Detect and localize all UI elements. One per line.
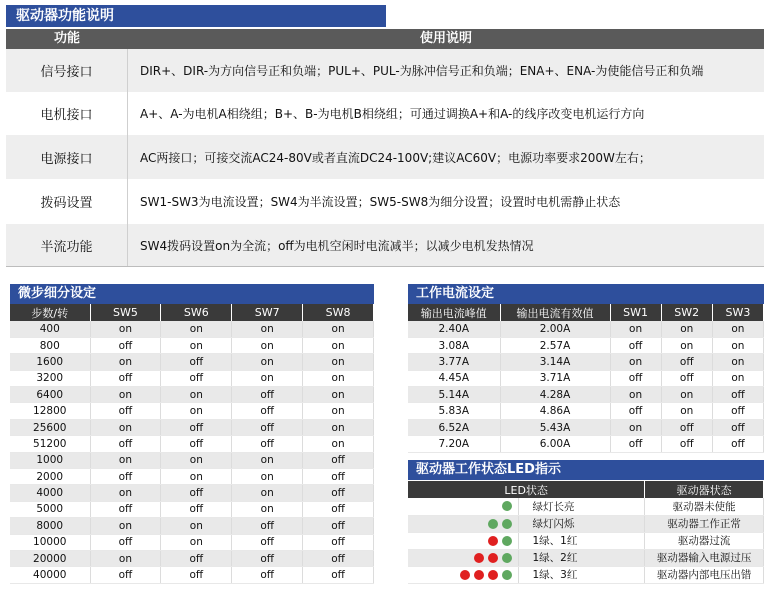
table-row <box>10 337 374 353</box>
table-row <box>10 370 374 386</box>
table-row <box>408 354 764 370</box>
switch-cell: off <box>232 436 303 452</box>
steps-cell: 6400 <box>10 387 90 403</box>
switch-cell: on <box>303 321 374 337</box>
microstep-title: 微步细分设定 <box>10 284 374 304</box>
current-value-cell: 3.08A <box>408 337 500 353</box>
red-led-icon <box>488 570 498 580</box>
switch-cell: on <box>161 452 232 468</box>
switch-cell: on <box>303 387 374 403</box>
table-row <box>10 501 374 517</box>
switch-cell: off <box>161 550 232 566</box>
table-row <box>408 337 764 353</box>
current-header: 输出电流峰值 <box>408 304 500 321</box>
switch-cell: off <box>161 501 232 517</box>
led-dots-cell <box>408 566 518 583</box>
steps-cell: 800 <box>10 337 90 353</box>
steps-cell: 2000 <box>10 469 90 485</box>
switch-cell: on <box>232 337 303 353</box>
function-desc: SW1-SW3为电流设置；SW4为半流设置；SW5-SW8为细分设置；设置时电机需静止状态 <box>140 195 621 209</box>
current-header: 输出电流有效值 <box>500 304 610 321</box>
steps-cell: 8000 <box>10 518 90 534</box>
led-dots-cell <box>408 498 518 515</box>
header-usage: 使用说明 <box>419 31 472 46</box>
section-divider <box>6 266 764 267</box>
table-row <box>10 567 374 583</box>
table-row <box>10 550 374 566</box>
current-value-cell: 3.14A <box>500 354 610 370</box>
function-name: 半流功能 <box>6 224 128 266</box>
current-value-cell: 5.83A <box>408 403 500 419</box>
switch-cell: off <box>712 419 763 435</box>
microstep-table <box>10 304 374 584</box>
switch-cell: off <box>90 501 161 517</box>
green-led-icon <box>488 519 498 529</box>
steps-cell: 25600 <box>10 419 90 435</box>
microstep-header: SW6 <box>161 304 232 321</box>
steps-cell: 1600 <box>10 354 90 370</box>
switch-cell: on <box>303 337 374 353</box>
red-led-icon <box>474 553 484 563</box>
switch-cell: on <box>303 436 374 452</box>
switch-cell: off <box>232 518 303 534</box>
steps-cell: 4000 <box>10 485 90 501</box>
switch-cell: off <box>90 436 161 452</box>
header-function: 功能 <box>53 31 80 46</box>
function-desc: DIR+、DIR-为方向信号正和负端；PUL+、PUL-为脉冲信号正和负端；ENA+、ENA-为使能信号正和负端 <box>140 64 704 78</box>
led-text-cell: 1绿、1红 <box>518 532 645 549</box>
switch-cell: off <box>661 370 712 386</box>
switch-cell: on <box>610 321 661 337</box>
table-row <box>408 419 764 435</box>
table-row <box>10 518 374 534</box>
table-row <box>408 403 764 419</box>
function-row <box>6 179 764 224</box>
switch-cell: off <box>610 436 661 452</box>
steps-cell: 5000 <box>10 501 90 517</box>
function-name: 电源接口 <box>6 135 128 179</box>
current-value-cell: 4.45A <box>408 370 500 386</box>
switch-cell: off <box>161 419 232 435</box>
current-header: SW1 <box>610 304 661 321</box>
switch-cell: on <box>161 387 232 403</box>
function-row <box>6 92 764 135</box>
switch-cell: on <box>712 337 763 353</box>
switch-cell: off <box>232 550 303 566</box>
function-name: 拨码设置 <box>6 179 128 224</box>
green-led-icon <box>502 519 512 529</box>
table-row <box>408 566 764 583</box>
switch-cell: off <box>232 419 303 435</box>
table-row <box>10 354 374 370</box>
current-value-cell: 5.43A <box>500 419 610 435</box>
driver-status-cell: 驱动器过流 <box>645 532 764 549</box>
led-text-cell: 1绿、2红 <box>518 549 645 566</box>
function-row <box>6 224 764 266</box>
switch-cell: on <box>303 354 374 370</box>
table-row <box>408 436 764 452</box>
steps-cell: 12800 <box>10 403 90 419</box>
switch-cell: off <box>303 534 374 550</box>
switch-cell: on <box>661 337 712 353</box>
switch-cell: on <box>712 321 763 337</box>
current-value-cell: 3.77A <box>408 354 500 370</box>
switch-cell: off <box>303 469 374 485</box>
switch-cell: off <box>661 436 712 452</box>
switch-cell: on <box>232 452 303 468</box>
red-led-icon <box>460 570 470 580</box>
table-row <box>10 469 374 485</box>
function-name: 信号接口 <box>6 49 128 92</box>
current-value-cell: 2.40A <box>408 321 500 337</box>
switch-cell: off <box>161 485 232 501</box>
steps-cell: 1000 <box>10 452 90 468</box>
current-title: 工作电流设定 <box>408 284 764 304</box>
function-row <box>6 135 764 179</box>
table-row <box>10 321 374 337</box>
steps-cell: 51200 <box>10 436 90 452</box>
switch-cell: on <box>90 387 161 403</box>
switch-cell: on <box>303 370 374 386</box>
switch-cell: off <box>303 550 374 566</box>
switch-cell: on <box>232 321 303 337</box>
switch-cell: off <box>610 370 661 386</box>
switch-cell: off <box>232 567 303 583</box>
switch-cell: on <box>161 321 232 337</box>
switch-cell: on <box>232 485 303 501</box>
green-led-icon <box>502 501 512 511</box>
current-header: SW3 <box>712 304 763 321</box>
table-row <box>10 387 374 403</box>
green-led-icon <box>502 553 512 563</box>
switch-cell: off <box>90 403 161 419</box>
table-row <box>10 485 374 501</box>
switch-cell: off <box>610 337 661 353</box>
led-dots-cell <box>408 515 518 532</box>
switch-cell: on <box>610 419 661 435</box>
table-row <box>408 370 764 386</box>
switch-cell: on <box>712 370 763 386</box>
switch-cell: on <box>610 387 661 403</box>
table-row <box>10 419 374 435</box>
switch-cell: off <box>303 501 374 517</box>
microstep-header: SW7 <box>232 304 303 321</box>
switch-cell: on <box>90 452 161 468</box>
switch-cell: on <box>90 518 161 534</box>
led-dots-cell <box>408 549 518 566</box>
led-header: 驱动器状态 <box>645 481 764 498</box>
red-led-icon <box>488 536 498 546</box>
function-desc: A+、A-为电机A相绕组；B+、B-为电机B相绕组；可通过调换A+和A-的线序改变电机运行方向 <box>140 107 645 121</box>
switch-cell: off <box>232 403 303 419</box>
driver-status-cell: 驱动器工作正常 <box>645 515 764 532</box>
switch-cell: off <box>712 436 763 452</box>
switch-cell: on <box>90 550 161 566</box>
switch-cell: off <box>303 518 374 534</box>
switch-cell: off <box>232 534 303 550</box>
switch-cell: on <box>610 354 661 370</box>
microstep-header: 步数/转 <box>10 304 90 321</box>
microstep-header: SW5 <box>90 304 161 321</box>
current-value-cell: 4.28A <box>500 387 610 403</box>
switch-cell: off <box>161 354 232 370</box>
switch-cell: on <box>161 469 232 485</box>
current-value-cell: 4.86A <box>500 403 610 419</box>
switch-cell: on <box>90 321 161 337</box>
switch-cell: on <box>232 469 303 485</box>
steps-cell: 10000 <box>10 534 90 550</box>
switch-cell: on <box>661 321 712 337</box>
switch-cell: off <box>303 567 374 583</box>
driver-status-cell: 驱动器未使能 <box>645 498 764 515</box>
function-desc: AC两接口；可接交流AC24-80V或者直流DC24-100V;建议AC60V；电源功率要求200W左右； <box>140 150 651 165</box>
current-header: SW2 <box>661 304 712 321</box>
switch-cell: off <box>90 567 161 583</box>
table-row <box>408 387 764 403</box>
switch-cell: on <box>661 403 712 419</box>
switch-cell: on <box>90 419 161 435</box>
function-name: 电机接口 <box>6 92 128 135</box>
led-text-cell: 绿灯闪烁 <box>518 515 645 532</box>
current-table <box>408 304 764 453</box>
steps-cell: 40000 <box>10 567 90 583</box>
switch-cell: on <box>161 403 232 419</box>
current-value-cell: 2.57A <box>500 337 610 353</box>
switch-cell: off <box>712 403 763 419</box>
function-table-header <box>6 29 764 49</box>
switch-cell: on <box>161 534 232 550</box>
switch-cell: off <box>661 354 712 370</box>
current-value-cell: 3.71A <box>500 370 610 386</box>
switch-cell: on <box>232 501 303 517</box>
current-value-cell: 6.52A <box>408 419 500 435</box>
led-text-cell: 1绿、3红 <box>518 566 645 583</box>
function-row <box>6 49 764 92</box>
table-row <box>10 436 374 452</box>
switch-cell: off <box>232 387 303 403</box>
function-section-title: 驱动器功能说明 <box>6 5 386 27</box>
switch-cell: off <box>161 370 232 386</box>
table-row <box>408 532 764 549</box>
table-row <box>408 498 764 515</box>
steps-cell: 3200 <box>10 370 90 386</box>
switch-cell: off <box>161 436 232 452</box>
led-dots-cell <box>408 532 518 549</box>
switch-cell: on <box>712 354 763 370</box>
switch-cell: on <box>232 354 303 370</box>
switch-cell: on <box>90 354 161 370</box>
switch-cell: on <box>90 485 161 501</box>
led-table <box>408 481 764 584</box>
table-row <box>10 534 374 550</box>
driver-status-cell: 驱动器输入电源过压 <box>645 549 764 566</box>
switch-cell: off <box>90 469 161 485</box>
switch-cell: on <box>303 403 374 419</box>
green-led-icon <box>502 536 512 546</box>
current-value-cell: 5.14A <box>408 387 500 403</box>
switch-cell: off <box>661 419 712 435</box>
switch-cell: off <box>90 534 161 550</box>
current-value-cell: 2.00A <box>500 321 610 337</box>
led-text-cell: 绿灯长亮 <box>518 498 645 515</box>
current-value-cell: 6.00A <box>500 436 610 452</box>
table-row <box>10 452 374 468</box>
table-row <box>408 515 764 532</box>
red-led-icon <box>474 570 484 580</box>
switch-cell: off <box>303 485 374 501</box>
switch-cell: off <box>610 403 661 419</box>
led-title: 驱动器工作状态LED指示 <box>408 460 764 480</box>
table-row <box>10 403 374 419</box>
microstep-header: SW8 <box>303 304 374 321</box>
switch-cell: on <box>303 419 374 435</box>
switch-cell: on <box>232 370 303 386</box>
steps-cell: 20000 <box>10 550 90 566</box>
switch-cell: off <box>712 387 763 403</box>
steps-cell: 400 <box>10 321 90 337</box>
switch-cell: on <box>161 518 232 534</box>
function-desc: SW4拨码设置on为全流；off为电机空闲时电流减半；以减少电机发热情况 <box>140 238 534 253</box>
switch-cell: on <box>161 337 232 353</box>
led-header: LED状态 <box>408 481 645 498</box>
switch-cell: off <box>90 370 161 386</box>
table-row <box>408 321 764 337</box>
driver-status-cell: 驱动器内部电压出错 <box>645 566 764 583</box>
red-led-icon <box>488 553 498 563</box>
current-value-cell: 7.20A <box>408 436 500 452</box>
table-row <box>408 549 764 566</box>
switch-cell: off <box>90 337 161 353</box>
green-led-icon <box>502 570 512 580</box>
switch-cell: off <box>303 452 374 468</box>
switch-cell: on <box>661 387 712 403</box>
switch-cell: off <box>161 567 232 583</box>
